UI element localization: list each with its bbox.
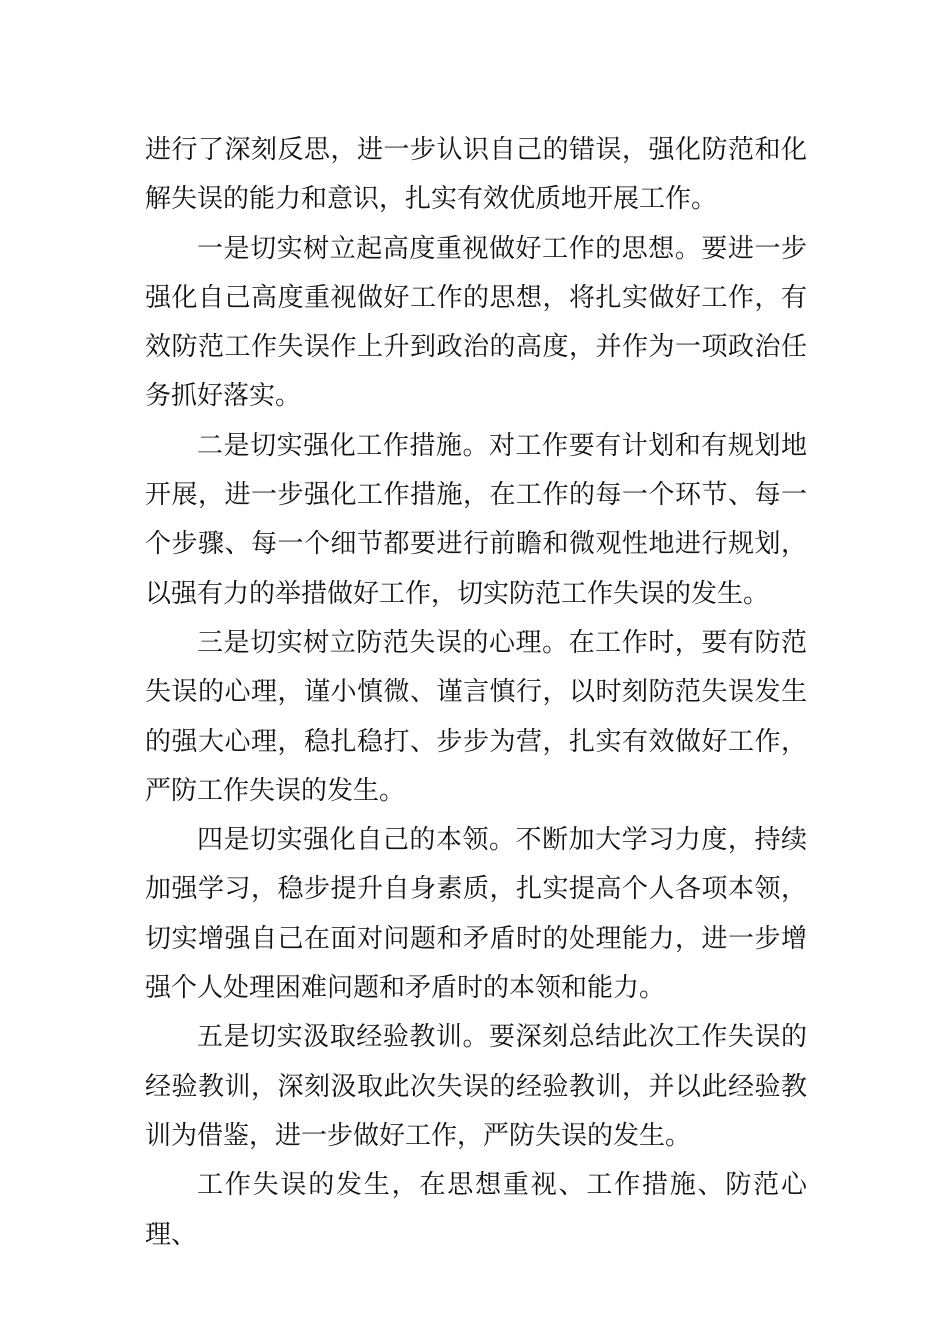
paragraph-continuation: 进行了深刻反思，进一步认识自己的错误，强化防范和化解失误的能力和意识，扎实有效优质地开展工作。 [145,135,807,215]
paragraph-point-two: 二是切实强化工作措施。对工作要有计划和有规划地开展，进一步强化工作措施，在工作的每一个环节、每一个步骤、每一个细节都要进行前瞻和微观性地进行规划，以强有力的举措做好工作，切实防范工作失误的发生。 [145,430,807,609]
paragraph-point-three: 三是切实树立防范失误的心理。在工作时，要有防范失误的心理，谨小慎微、谨言慎行，以时刻防范失误发生的强大心理，稳扎稳打、步步为营，扎实有效做好工作，严防工作失误的发生。 [145,627,807,806]
paragraph-summary: 工作失误的发生，在思想重视、工作措施、防范心理、 [145,1170,807,1250]
paragraph-point-five: 五是切实汲取经验教训。要深刻总结此次工作失误的经验教训，深刻汲取此次失误的经验教训，并以此经验教训为借鉴，进一步做好工作，严防失误的发生。 [145,1022,807,1151]
paragraph-point-four: 四是切实强化自己的本领。不断加大学习力度，持续加强学习，稳步提升自身素质，扎实提高个人各项本领，切实增强自己在面对问题和矛盾时的处理能力，进一步增强个人处理困难问题和矛盾时的本领和能力。 [145,825,807,1004]
document-body [145,126,807,1260]
paragraph-point-one: 一是切实树立起高度重视做好工作的思想。要进一步强化自己高度重视做好工作的思想，将扎实做好工作，有效防范工作失误作上升到政治的高度，并作为一项政治任务抓好落实。 [145,233,807,412]
